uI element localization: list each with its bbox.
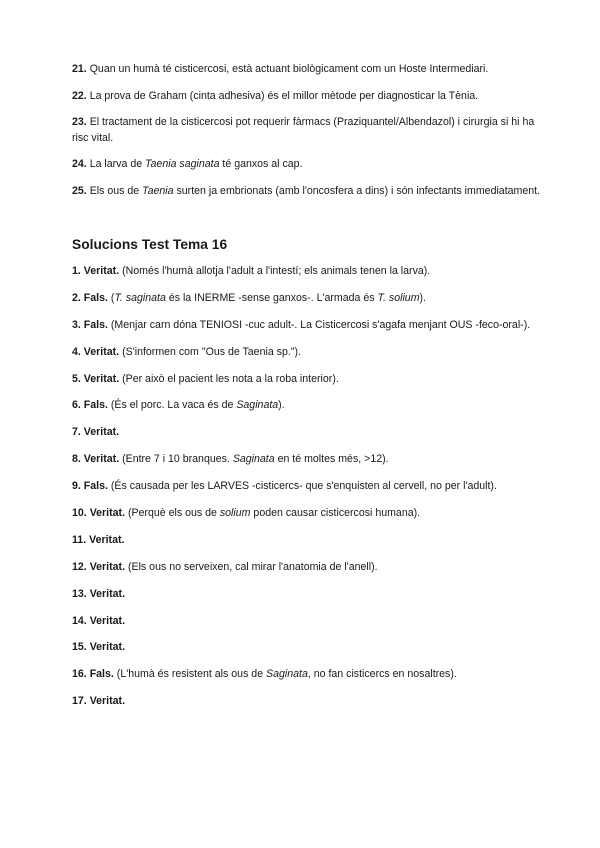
- italic-term: Saginata: [236, 399, 279, 412]
- solution-number: 14.: [72, 614, 87, 627]
- solution-number: 13.: [72, 587, 87, 600]
- solution-item: [72, 506, 542, 522]
- solution-verdict: [72, 292, 108, 304]
- solution-explanation: [117, 668, 457, 680]
- solution-verdict: [72, 346, 119, 358]
- statement-item: [72, 115, 542, 146]
- solution-explanation: [111, 480, 497, 492]
- solution-item: [72, 533, 542, 549]
- verdict-label: Veritat.: [89, 533, 125, 546]
- solution-number: 17.: [72, 695, 87, 708]
- solution-item: [72, 667, 542, 683]
- verdict-label: Fals.: [83, 480, 108, 493]
- solution-verdict: [72, 426, 119, 438]
- solution-verdict: [72, 480, 108, 492]
- solution-number: 3.: [72, 318, 81, 331]
- solution-verdict: [72, 453, 119, 465]
- solution-item: [72, 398, 542, 414]
- text-run: (: [110, 291, 115, 304]
- verdict-label: Veritat.: [83, 426, 120, 439]
- solution-explanation: [111, 292, 426, 304]
- statement-item: [72, 89, 542, 105]
- solution-number: 11.: [72, 533, 87, 546]
- text-run: (Els ous no serveixen, cal mirar l'anatomia de l'anell).: [127, 560, 378, 573]
- solution-item: [72, 372, 542, 388]
- solution-explanation: [122, 265, 430, 277]
- solution-verdict: [72, 534, 124, 546]
- solution-number: 9.: [72, 480, 81, 493]
- verdict-label: Fals.: [83, 399, 108, 412]
- text-run: , no fan cisticercs en nosaltres).: [307, 668, 457, 681]
- text-run: (És causada per les LARVES -cisticercs- que s'enquisten al cervell, no per l'adult).: [110, 480, 497, 493]
- verdict-label: Veritat.: [83, 265, 120, 277]
- text-run: (Només l'humà allotja l'adult a l'intestí; els animals tenen la larva).: [122, 265, 431, 277]
- text-run: La larva de: [89, 158, 146, 170]
- verdict-label: Fals.: [83, 291, 108, 304]
- solution-item: [72, 291, 542, 307]
- solution-verdict: [72, 373, 119, 385]
- text-run: (Menjar carn dóna TENIOSI -cuc adult-. La Cisticercosi s'agafa menjant OUS -feco-oral-).: [110, 318, 531, 331]
- solution-verdict: [72, 668, 114, 680]
- solutions-list: [72, 264, 542, 710]
- verdict-label: Veritat.: [89, 507, 126, 520]
- solution-item: [72, 640, 542, 656]
- solution-explanation: [111, 319, 530, 331]
- solution-number: 5.: [72, 372, 81, 385]
- solution-explanation: [122, 373, 339, 385]
- solution-item: [72, 318, 542, 334]
- solutions-heading: Solucions Test Tema 16: [72, 237, 228, 252]
- verdict-label: Fals.: [83, 318, 108, 331]
- solution-explanation: [122, 453, 388, 465]
- solution-explanation: [122, 346, 301, 358]
- verdict-label: Fals.: [89, 668, 114, 681]
- solution-verdict: [72, 641, 125, 653]
- verdict-label: Veritat.: [89, 614, 126, 627]
- solution-verdict: [72, 265, 119, 277]
- text-run: té ganxos al cap.: [219, 158, 303, 170]
- solution-explanation: [128, 561, 378, 573]
- verdict-label: Veritat.: [89, 560, 126, 573]
- solution-item: [72, 560, 542, 576]
- solution-item: [72, 479, 542, 495]
- verdict-label: Veritat.: [83, 372, 120, 385]
- solution-number: 10.: [72, 507, 87, 520]
- verdict-label: Veritat.: [83, 345, 120, 358]
- text-run: és la INERME -sense ganxos-. L'armada és: [165, 291, 378, 304]
- statement-number: 23.: [72, 116, 87, 128]
- solution-item: [72, 587, 542, 603]
- solution-number: 12.: [72, 560, 87, 573]
- verdict-label: Veritat.: [89, 641, 126, 654]
- solution-number: 2.: [72, 291, 81, 304]
- solution-verdict: [72, 561, 125, 573]
- text-run: Quan un humà té cisticercosi, està actuant biològicament com un Hoste Intermediari.: [89, 63, 489, 75]
- solution-number: 8.: [72, 453, 81, 466]
- text-run: ).: [278, 399, 285, 412]
- solution-item: [72, 614, 542, 630]
- solution-verdict: [72, 399, 108, 411]
- solution-number: 6.: [72, 399, 81, 412]
- statement-number: 22.: [72, 89, 87, 102]
- text-run: poden causar cisticercosi humana).: [250, 507, 421, 520]
- italic-term: Saginata: [266, 668, 308, 681]
- solution-item: [72, 425, 542, 441]
- text-run: surten ja embrionats (amb l'oncosfera a dins) i són infectants immediatament.: [173, 184, 541, 197]
- text-run: en té moltes més, >12).: [274, 453, 389, 466]
- statement-item: [72, 184, 542, 200]
- verdict-label: Veritat.: [89, 587, 126, 600]
- solution-verdict: [72, 695, 125, 707]
- solution-item: [72, 264, 542, 280]
- solution-number: 15.: [72, 641, 87, 654]
- statements-list: [72, 62, 542, 199]
- statement-item: [72, 157, 542, 173]
- solution-item: [72, 345, 542, 361]
- solution-number: 7.: [72, 426, 81, 439]
- text-run: (S'informen com "Ous de Taenia sp.").: [122, 345, 302, 358]
- statement-number: 21.: [72, 63, 87, 75]
- verdict-label: Veritat.: [89, 695, 126, 708]
- text-run: ).: [419, 291, 426, 304]
- text-run: (Per això el pacient les nota a la roba interior).: [122, 372, 339, 385]
- solution-explanation: [111, 399, 285, 411]
- solution-verdict: [72, 615, 125, 627]
- solution-item: [72, 452, 542, 468]
- italic-term: Saginata: [232, 453, 275, 466]
- text-run: Els ous de: [89, 184, 143, 197]
- solution-number: 4.: [72, 345, 81, 358]
- solution-verdict: [72, 319, 108, 331]
- text-run: La prova de Graham (cinta adhesiva) és el millor mètode per diagnosticar la Tènia.: [89, 89, 479, 102]
- text-run: (Entre 7 i 10 branques.: [122, 453, 233, 466]
- verdict-label: Veritat.: [83, 453, 120, 466]
- italic-term: solium: [219, 507, 251, 520]
- italic-term: Taenia saginata: [145, 158, 220, 170]
- text-run: (Perquè els ous de: [127, 507, 220, 520]
- statement-number: 25.: [72, 184, 87, 197]
- text-run: (És el porc. La vaca és de: [110, 399, 237, 412]
- italic-term: T. saginata: [114, 291, 166, 304]
- italic-term: Taenia: [142, 184, 174, 197]
- solution-number: 16.: [72, 668, 87, 681]
- page-content: [72, 62, 542, 721]
- text-run: El tractament de la cisticercosi pot requerir fàrmacs (Praziquantel/Albendazol) i cirurgia si hi ha risc vital.: [72, 116, 535, 144]
- solution-item: [72, 694, 542, 710]
- solution-number: 1.: [72, 265, 81, 277]
- italic-term: T. solium: [377, 291, 420, 304]
- solution-explanation: [128, 507, 420, 519]
- statement-number: 24.: [72, 158, 87, 170]
- text-run: (L'humà és resistent als ous de: [116, 668, 267, 681]
- solution-verdict: [72, 507, 125, 519]
- solution-verdict: [72, 588, 125, 600]
- statement-item: [72, 62, 542, 78]
